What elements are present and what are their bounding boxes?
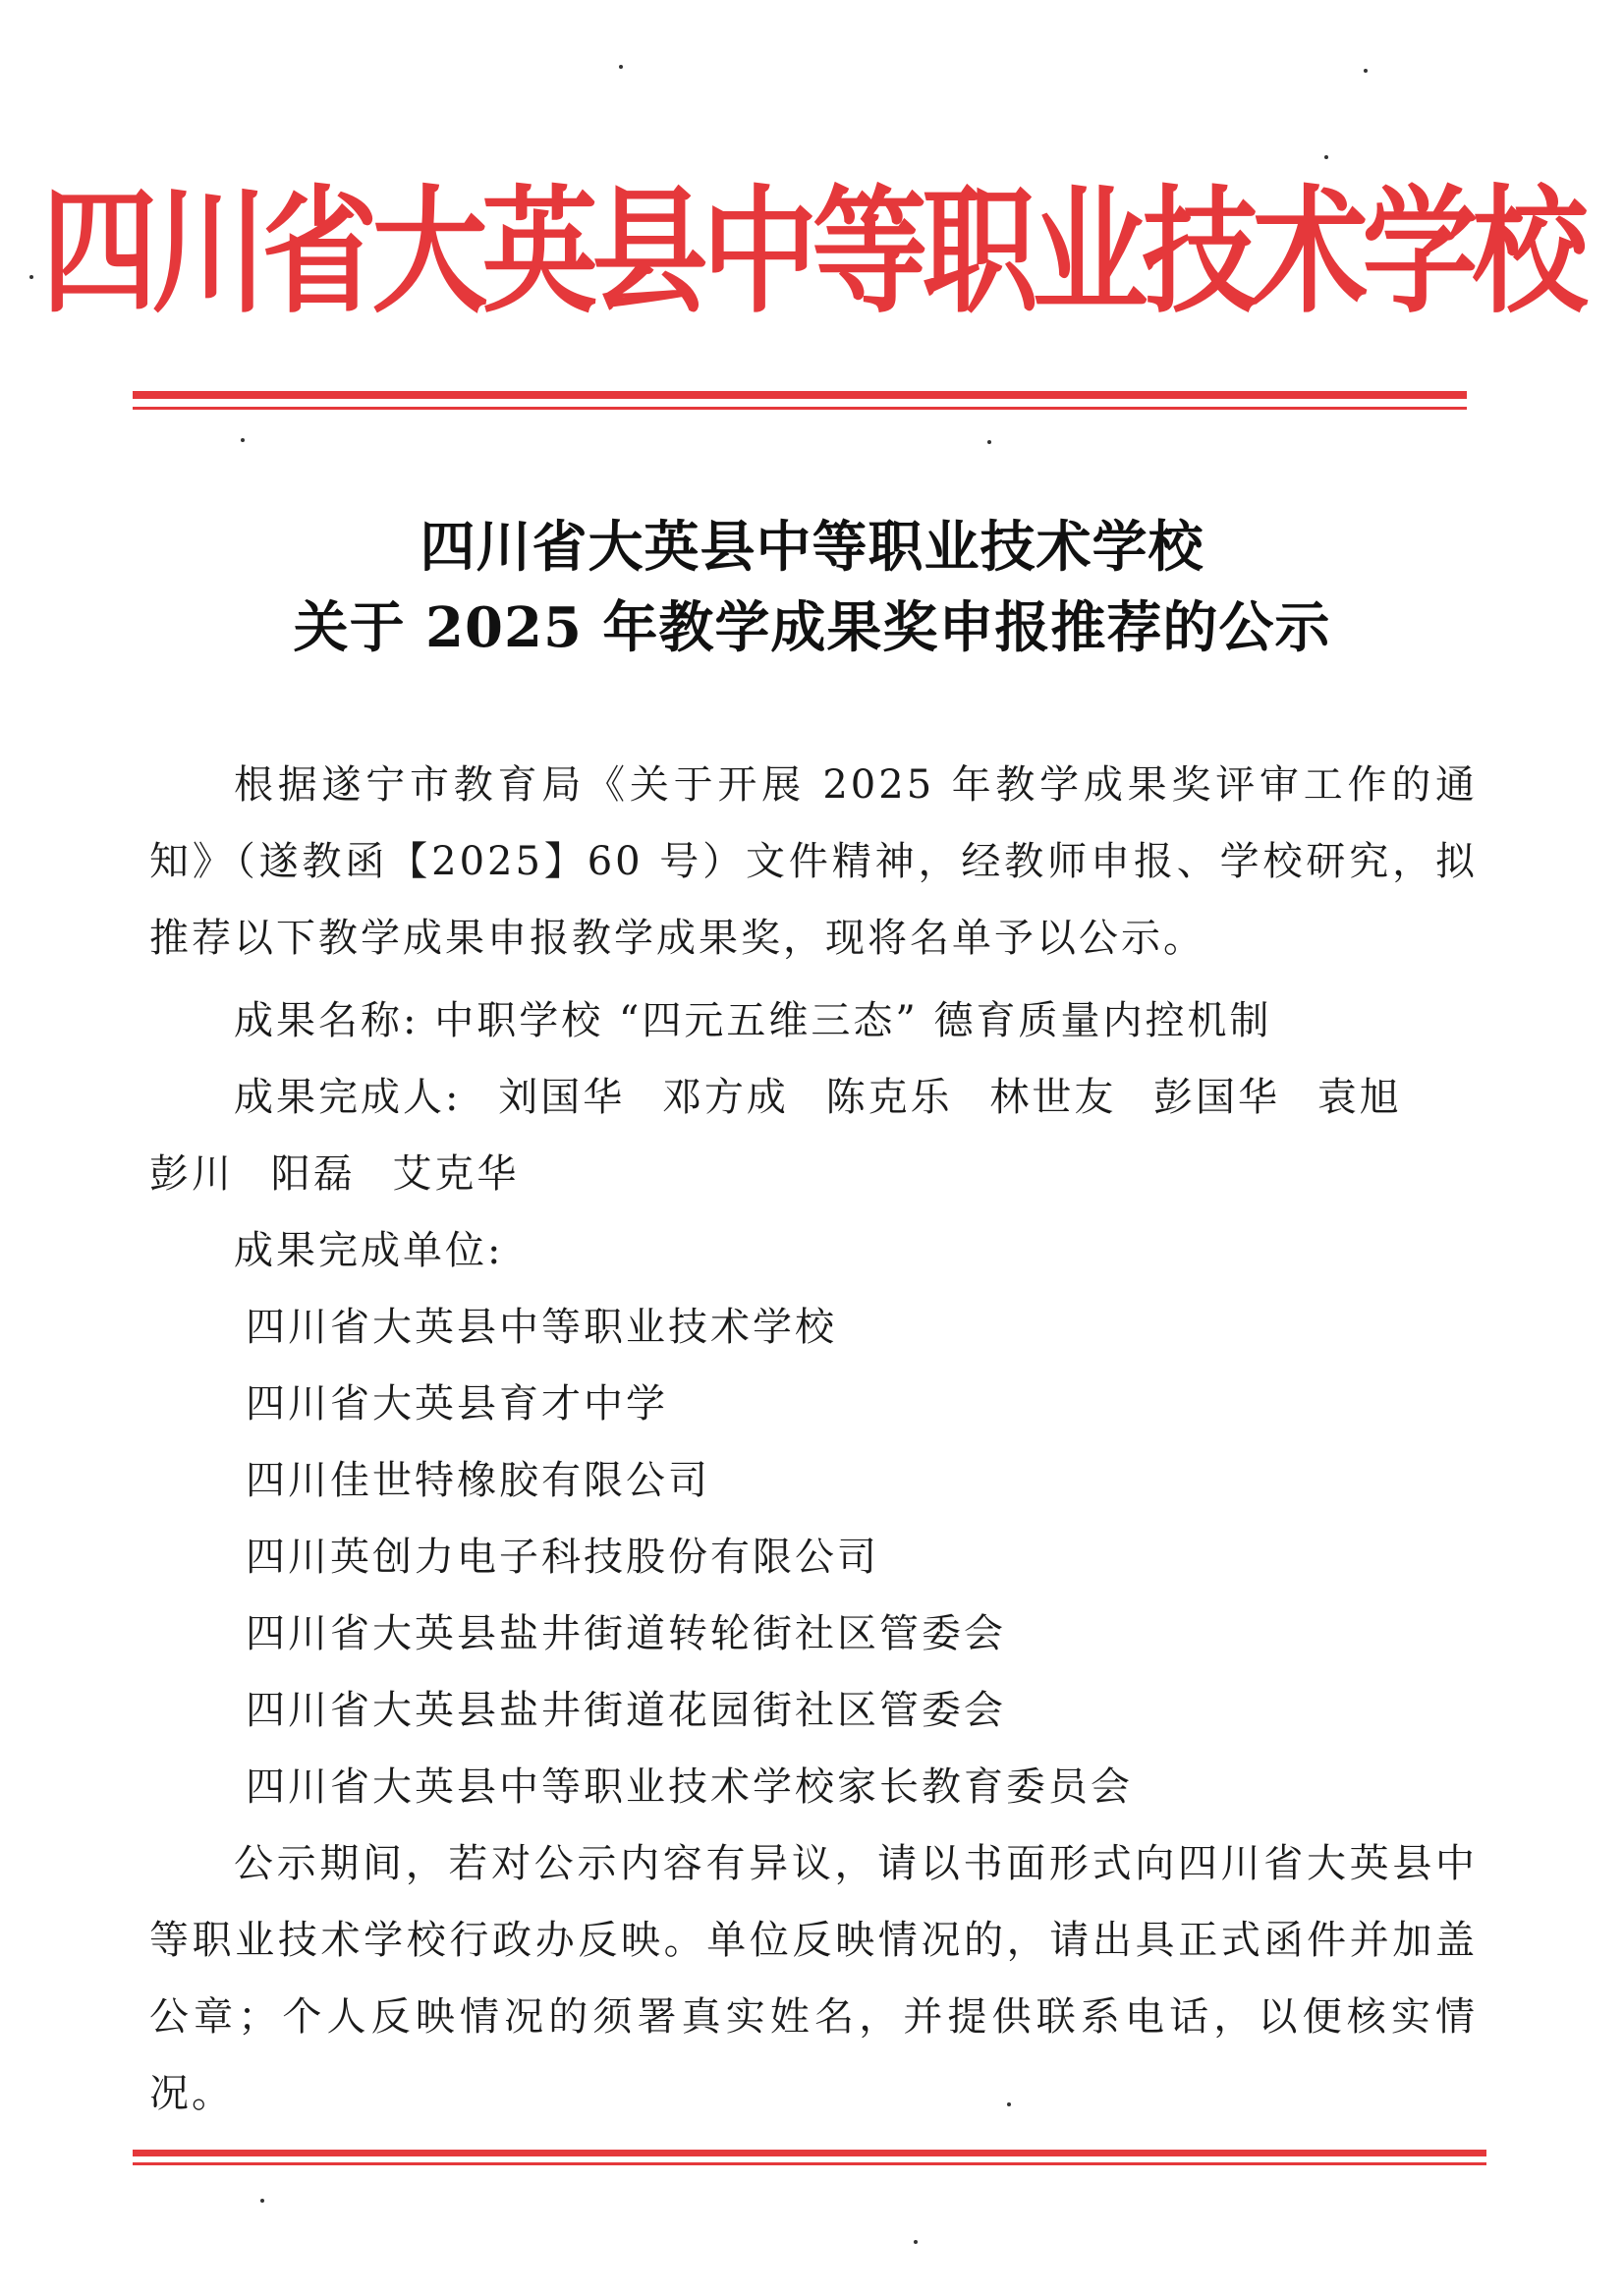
letterhead-rule-thin [133, 407, 1467, 410]
objection-notice: 公示期间，若对公示内容有异议，请以书面形式向四川省大英县中等职业技术学校行政办反映。单位反映情况的，请出具正式函件并加盖公章；个人反映情况的须署真实姓名，并提供联系电话，以便核实情况。 [149, 1841, 1478, 2116]
unit-item: 四川英创力电子科技股份有限公司 [246, 1535, 879, 1580]
footer-rule-thick [133, 2150, 1486, 2156]
scan-speck [260, 2199, 264, 2203]
scan-speck [241, 438, 245, 442]
unit-item: 四川佳世特橡胶有限公司 [246, 1458, 710, 1503]
unit-item: 四川省大英县盐井街道转轮街社区管委会 [246, 1611, 1006, 1656]
unit-item: 四川省大英县育才中学 [246, 1381, 668, 1427]
intro-paragraph: 根据遂宁市教育局《关于开展 2025 年教学成果奖评审工作的通知》（遂教函【2025】60 号）文件精神，经教师申报、学校研究，拟推荐以下教学成果申报教学成果奖，现将名单予以公示。 [149, 762, 1478, 961]
footer-rule-thin [133, 2162, 1486, 2165]
unit-item: 四川省大英县中等职业技术学校家长教育委员会 [246, 1764, 1133, 1810]
scan-speck [987, 440, 991, 444]
letterhead-school-name: 四川省大英县中等职业技术学校 [41, 171, 1583, 332]
scan-speck [29, 275, 33, 279]
scan-speck [1007, 2102, 1011, 2106]
unit-item: 四川省大英县中等职业技术学校 [246, 1305, 837, 1350]
scan-speck [619, 65, 623, 69]
completers-list: 成果完成人: 刘国华 邓方成 陈克乐 林世友 彭国华 袁旭 彭川 阳磊 艾克华 [149, 1075, 1402, 1197]
unit-item: 四川省大英县盐井街道花园街社区管委会 [246, 1688, 1006, 1733]
scan-speck [1364, 69, 1368, 73]
letterhead-rule-thick [133, 391, 1467, 399]
scan-speck [1324, 155, 1328, 159]
units-label: 成果完成单位: [234, 1228, 504, 1273]
scan-speck [914, 2240, 918, 2244]
title-line-1: 四川省大英县中等职业技术学校 [420, 515, 1204, 580]
achievement-name: 成果名称: 中职学校 “四元五维三态” 德育质量内控机制 [234, 998, 1272, 1043]
title-line-2: 关于 2025 年教学成果奖申报推荐的公示 [293, 595, 1331, 660]
